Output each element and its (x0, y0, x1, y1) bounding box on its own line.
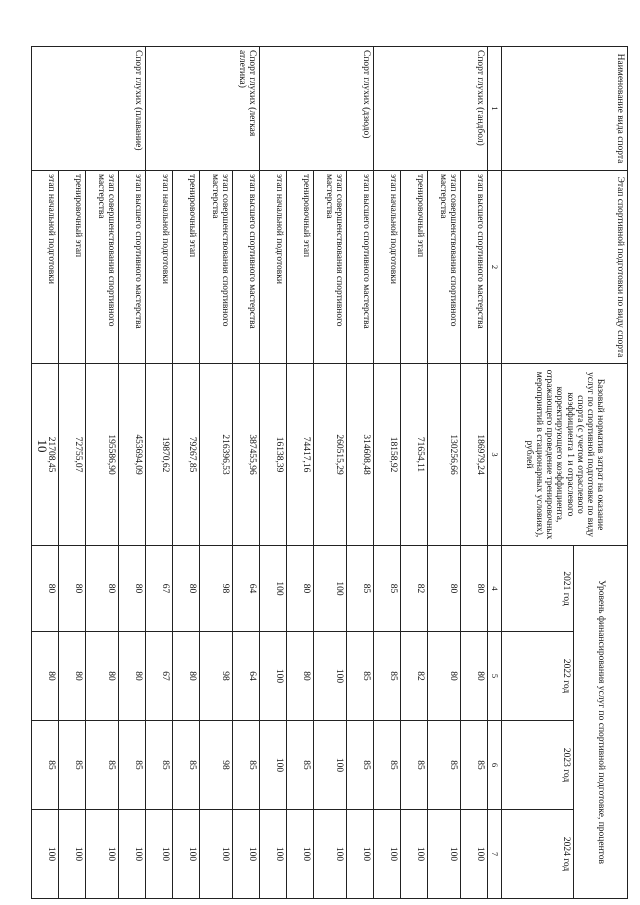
sport-name: Спорт глухих (гандбол) (373, 47, 487, 171)
sport-name: Спорт глухих (плавание) (31, 47, 145, 171)
percent-2022: 80 (58, 632, 85, 721)
percent-2021: 85 (373, 546, 400, 632)
stage-name: этап начальной подготовки (373, 171, 400, 364)
stage-name: тренировочный этап (400, 171, 427, 364)
column-number: 6 (487, 721, 501, 810)
percent-2022: 85 (373, 632, 400, 721)
cost-value: 79267,85 (172, 364, 199, 546)
percent-2023: 85 (373, 721, 400, 810)
header-cost-norm: Базовый норматив затрат на оказание услуг по спортивной подготовке по виду спорта (с учетом отраслевого коэффициента 1 и отраслевого корректирующего коэффициента, отражающего проведение тренировочных мероприятий в стационарных условиях), рублей (502, 364, 628, 546)
stage-name: этап совершенствования спортивного мастерства (199, 171, 232, 364)
percent-2023: 100 (259, 721, 286, 810)
percent-2024: 100 (286, 810, 313, 899)
percent-2022: 80 (31, 632, 58, 721)
stage-name: этап высшего спортивного мастерства (460, 171, 487, 364)
cost-value: 21708,45 (31, 364, 58, 546)
percent-2022: 80 (427, 632, 460, 721)
cost-value: 453694,09 (118, 364, 145, 546)
percent-2021: 80 (58, 546, 85, 632)
percent-2021: 80 (427, 546, 460, 632)
stage-name: этап начальной подготовки (259, 171, 286, 364)
cost-value: 74417,16 (286, 364, 313, 546)
percent-2023: 98 (199, 721, 232, 810)
percent-2024: 100 (85, 810, 118, 899)
percent-2021: 85 (346, 546, 373, 632)
stage-name: этап совершенствования спортивного мастерства (427, 171, 460, 364)
stage-name: тренировочный этап (286, 171, 313, 364)
column-number: 4 (487, 546, 501, 632)
percent-2022: 80 (172, 632, 199, 721)
rotated-table-container (16, 46, 628, 898)
percent-2024: 100 (172, 810, 199, 899)
percent-2021: 80 (172, 546, 199, 632)
cost-value: 16138,39 (259, 364, 286, 546)
stage-name: этап совершенствования спортивного мастерства (313, 171, 346, 364)
percent-2023: 100 (313, 721, 346, 810)
percent-2024: 100 (118, 810, 145, 899)
percent-2022: 100 (259, 632, 286, 721)
percent-2023: 85 (286, 721, 313, 810)
header-year-2021: 2021 год (502, 546, 574, 632)
stage-name: этап начальной подготовки (145, 171, 172, 364)
column-number: 2 (487, 171, 501, 364)
column-number: 1 (487, 47, 501, 171)
cost-value: 71654,11 (400, 364, 427, 546)
percent-2023: 85 (85, 721, 118, 810)
percent-2021: 82 (400, 546, 427, 632)
percent-2022: 80 (286, 632, 313, 721)
percent-2021: 100 (259, 546, 286, 632)
percent-2021: 67 (145, 546, 172, 632)
percent-2022: 67 (145, 632, 172, 721)
percent-2024: 100 (346, 810, 373, 899)
cost-table (31, 46, 628, 899)
percent-2022: 100 (313, 632, 346, 721)
percent-2024: 100 (232, 810, 259, 899)
header-sport: Наименование вида спорта (502, 47, 628, 171)
cost-value: 195586,90 (85, 364, 118, 546)
sport-name: Спорт глухих (дзюдо) (259, 47, 373, 171)
percent-2023: 85 (145, 721, 172, 810)
column-number: 7 (487, 810, 501, 899)
column-number: 5 (487, 632, 501, 721)
percent-2022: 80 (460, 632, 487, 721)
percent-2023: 85 (31, 721, 58, 810)
cost-value: 130256,66 (427, 364, 460, 546)
percent-2023: 85 (460, 721, 487, 810)
percent-2021: 80 (286, 546, 313, 632)
percent-2024: 100 (31, 810, 58, 899)
stage-name: этап начальной подготовки (31, 171, 58, 364)
cost-value: 260515,29 (313, 364, 346, 546)
cost-value: 387455,96 (232, 364, 259, 546)
cost-value: 314608,48 (346, 364, 373, 546)
percent-2023: 85 (346, 721, 373, 810)
percent-2021: 80 (460, 546, 487, 632)
percent-2022: 80 (85, 632, 118, 721)
cost-value: 19870,62 (145, 364, 172, 546)
stage-name: этап высшего спортивного мастерства (346, 171, 373, 364)
header-funding-level: Уровень финансирования услуг по спортивной подготовке, процентов (574, 546, 628, 899)
percent-2021: 64 (232, 546, 259, 632)
percent-2022: 80 (118, 632, 145, 721)
percent-2024: 100 (199, 810, 232, 899)
header-year-2022: 2022 год (502, 632, 574, 721)
percent-2024: 100 (313, 810, 346, 899)
header-year-2024: 2024 год (502, 810, 574, 899)
percent-2024: 100 (145, 810, 172, 899)
percent-2022: 85 (346, 632, 373, 721)
percent-2023: 85 (427, 721, 460, 810)
percent-2022: 82 (400, 632, 427, 721)
stage-name: этап высшего спортивного мастерства (118, 171, 145, 364)
page-number: 10 (35, 439, 50, 453)
column-number: 3 (487, 364, 501, 546)
percent-2023: 85 (232, 721, 259, 810)
percent-2021: 80 (85, 546, 118, 632)
percent-2021: 80 (31, 546, 58, 632)
percent-2024: 100 (259, 810, 286, 899)
percent-2021: 100 (313, 546, 346, 632)
percent-2022: 64 (232, 632, 259, 721)
header-stage: Этап спортивной подготовки по виду спорта (502, 171, 628, 364)
percent-2022: 98 (199, 632, 232, 721)
percent-2024: 100 (373, 810, 400, 899)
stage-name: этап высшего спортивного мастерства (232, 171, 259, 364)
stage-name: тренировочный этап (172, 171, 199, 364)
header-year-2023: 2023 год (502, 721, 574, 810)
percent-2023: 85 (58, 721, 85, 810)
sport-name: Спорт глухих (легкая атлетика) (145, 47, 259, 171)
percent-2023: 85 (400, 721, 427, 810)
percent-2023: 85 (172, 721, 199, 810)
percent-2024: 100 (460, 810, 487, 899)
percent-2021: 98 (199, 546, 232, 632)
percent-2024: 100 (58, 810, 85, 899)
stage-name: тренировочный этап (58, 171, 85, 364)
percent-2024: 100 (400, 810, 427, 899)
cost-value: 18158,92 (373, 364, 400, 546)
cost-value: 216396,53 (199, 364, 232, 546)
percent-2024: 100 (427, 810, 460, 899)
cost-value: 186979,24 (460, 364, 487, 546)
percent-2021: 80 (118, 546, 145, 632)
stage-name: этап совершенствования спортивного мастерства (85, 171, 118, 364)
cost-value: 72755,07 (58, 364, 85, 546)
percent-2023: 85 (118, 721, 145, 810)
